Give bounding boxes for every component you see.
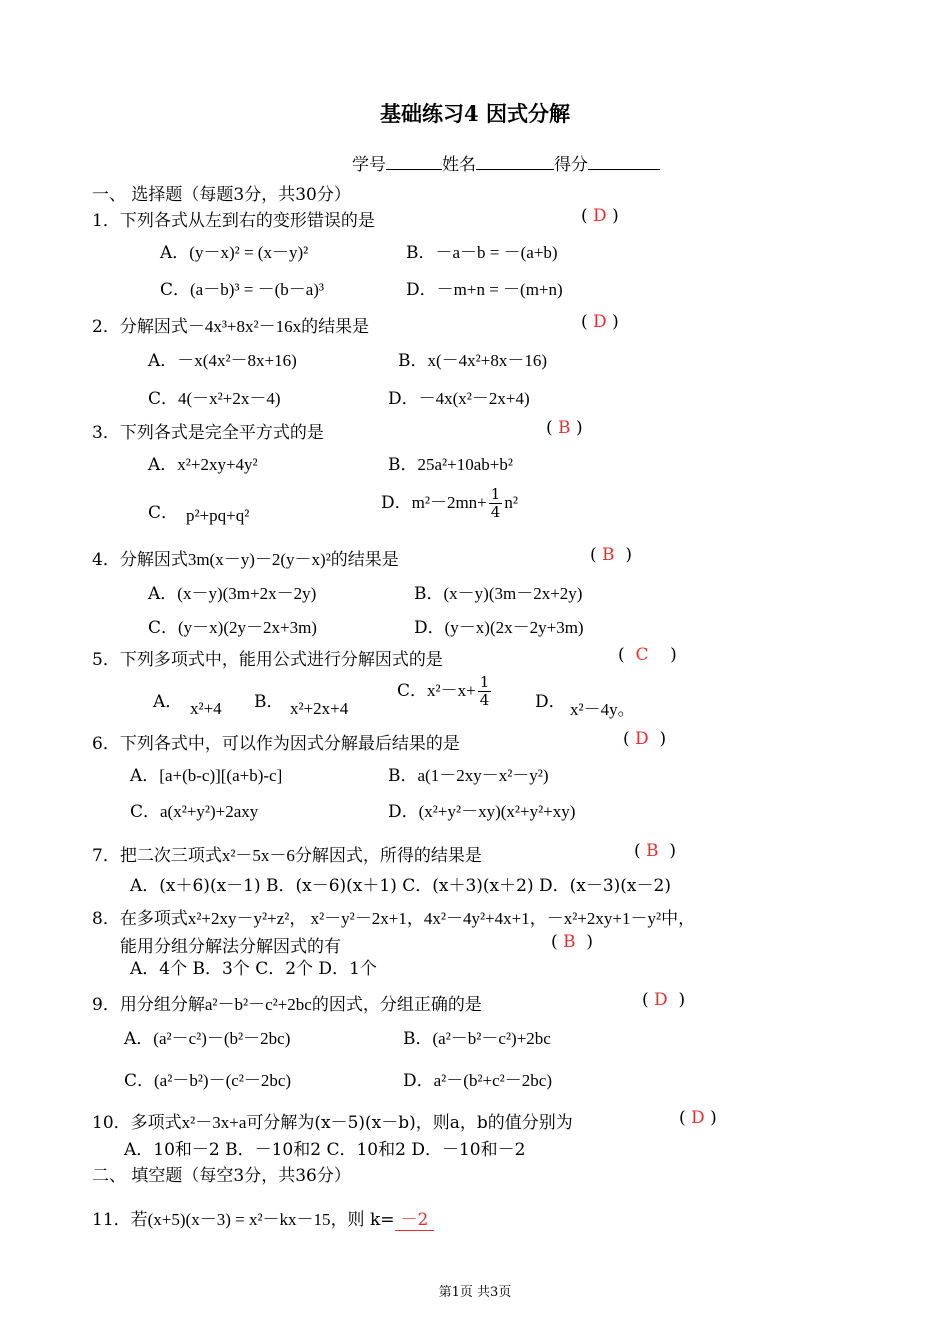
q1-option-d: D．－m+n = －(m+n) xyxy=(406,280,563,300)
answer-5: ( C ) xyxy=(618,645,677,665)
q4-option-c: C．(y－x)(2y－2x+3m) xyxy=(148,618,317,638)
q5-option-a: x²+4 xyxy=(190,699,222,718)
question-1: 1．下列各式从左到右的变形错误的是 xyxy=(92,211,375,231)
answer-4: ( B ) xyxy=(590,545,632,565)
answer-7: ( B ) xyxy=(634,841,676,861)
section-heading-fill: 二、 填空题（每空3分，共36分） xyxy=(92,1166,351,1186)
q5-option-d: x²－4y。 xyxy=(570,700,635,720)
answer-11[interactable]: －2 xyxy=(395,1205,435,1231)
q9-option-c: C．(a²－b²)－(c²－2bc) xyxy=(124,1071,292,1091)
q10-options: A．10和－2 B．－10和2 C．10和2 D．－10和－2 xyxy=(124,1140,526,1160)
q6-option-b: B．a(1－2xy－x²－y²) xyxy=(388,766,549,786)
page-footer: 第1页 共3页 xyxy=(438,1285,512,1300)
q5-option-d-label: D． xyxy=(535,692,566,712)
q9-option-a: A．(a²－c²)－(b²－2bc) xyxy=(124,1029,291,1049)
answer-2: ( D ) xyxy=(581,312,619,332)
q3-option-c-expr: p²+pq+q² xyxy=(186,506,250,525)
q1-option-c: C．(a－b)³ = －(b－a)³ xyxy=(160,280,325,300)
question-9: 9．用分组分解a²－b²－c²+2bc的因式，分组正确的是 xyxy=(92,995,482,1015)
question-10: 10．多项式x²－3x+a可分解为(x－5)(x－b)，则a，b的值分别为 xyxy=(92,1113,573,1133)
score-label: 得分 xyxy=(554,155,588,175)
answer-10: ( D ) xyxy=(679,1108,717,1128)
q8-options: A．4个 B．3个 C．2个 D．1个 xyxy=(130,959,377,979)
student-info-line xyxy=(352,150,660,175)
q5-option-b-label: B． xyxy=(254,692,284,712)
section-heading-choice: 一、 选择题（每题3分，共30分） xyxy=(92,185,351,205)
q4-option-b: B．(x－y)(3m－2x+2y) xyxy=(414,584,583,604)
answer-1: ( D ) xyxy=(581,206,619,226)
q4-option-a: A．(x－y)(3m+2x－2y) xyxy=(148,584,317,604)
page-title: 基础练习4 因式分解 xyxy=(380,101,570,126)
q3-option-c: C． xyxy=(148,503,179,523)
question-5: 5．下列多项式中，能用公式进行分解因式的是 xyxy=(92,650,443,670)
q6-option-c: C．a(x²+y²)+2axy xyxy=(130,802,259,822)
q9-option-d: D．a²－(b²+c²－2bc) xyxy=(403,1071,552,1091)
answer-6: ( D ) xyxy=(623,729,667,749)
q1-option-a: A．(y－x)² = (x－y)² xyxy=(160,243,309,263)
q3-option-a: A．x²+2xy+4y² xyxy=(148,455,258,475)
question-4: 4．分解因式3m(x－y)－2(y－x)²的结果是 xyxy=(92,550,399,570)
q1-option-b: B．－a－b = －(a+b) xyxy=(406,243,558,263)
answer-8: ( B ) xyxy=(551,932,593,952)
q9-option-b: B．(a²－b²－c²)+2bc xyxy=(403,1029,551,1049)
q5-option-a-label: A． xyxy=(153,692,183,712)
question-8-line2: 能用分组分解法分解因式的有 xyxy=(120,937,341,957)
name-label: 姓名 xyxy=(442,155,476,175)
question-3: 3．下列各式是完全平方式的是 xyxy=(92,423,324,443)
question-11: 11．若(x+5)(x－3) = x²－kx－15，则 k= －2 xyxy=(92,1205,434,1231)
question-2: 2．分解因式－4x³+8x²－16x的结果是 xyxy=(92,317,370,337)
q6-option-d: D．(x²+y²－xy)(x²+y²+xy) xyxy=(388,802,576,822)
q7-options: A．(x＋6)(x－1) B．(x－6)(x＋1) C．(x＋3)(x＋2) D．(x－3)(x－2) xyxy=(130,876,671,896)
id-blank[interactable] xyxy=(386,153,442,170)
q5-option-c: C．x²－x+ $\frac{1}{4}$ xyxy=(397,673,490,709)
q6-option-a: A．[a+(b-c)][(a+b)-c] xyxy=(130,766,283,786)
question-7: 7．把二次三项式x²－5x－6分解因式，所得的结果是 xyxy=(92,846,482,866)
q3-option-b: B．25a²+10ab+b² xyxy=(388,455,513,475)
q4-option-d: D．(y－x)(2x－2y+3m) xyxy=(414,618,584,638)
answer-9: ( D ) xyxy=(642,990,686,1010)
answer-3: ( B ) xyxy=(546,418,583,438)
q2-option-b: B．x(－4x²+8x－16) xyxy=(398,351,548,371)
question-6: 6．下列各式中，可以作为因式分解最后结果的是 xyxy=(92,734,460,754)
q2-option-d: D．－4x(x²－2x+4) xyxy=(388,389,530,409)
name-blank[interactable] xyxy=(476,153,554,170)
q2-option-a: A．－x(4x²－8x+16) xyxy=(148,351,297,371)
q2-option-c: C．4(－x²+2x－4) xyxy=(148,389,281,409)
q3-option-d: D．m²－2mn+ $\frac{1}{4}$ n² xyxy=(381,485,518,521)
q5-option-b: x²+2x+4 xyxy=(290,699,349,718)
score-blank[interactable] xyxy=(588,153,660,170)
id-label: 学号 xyxy=(352,155,386,175)
question-8: 8．在多项式x²+2xy－y²+z²， x²－y²－2x+1，4x²－4y²+4x+1，－x²+2xy+1－y²中， xyxy=(92,909,696,929)
